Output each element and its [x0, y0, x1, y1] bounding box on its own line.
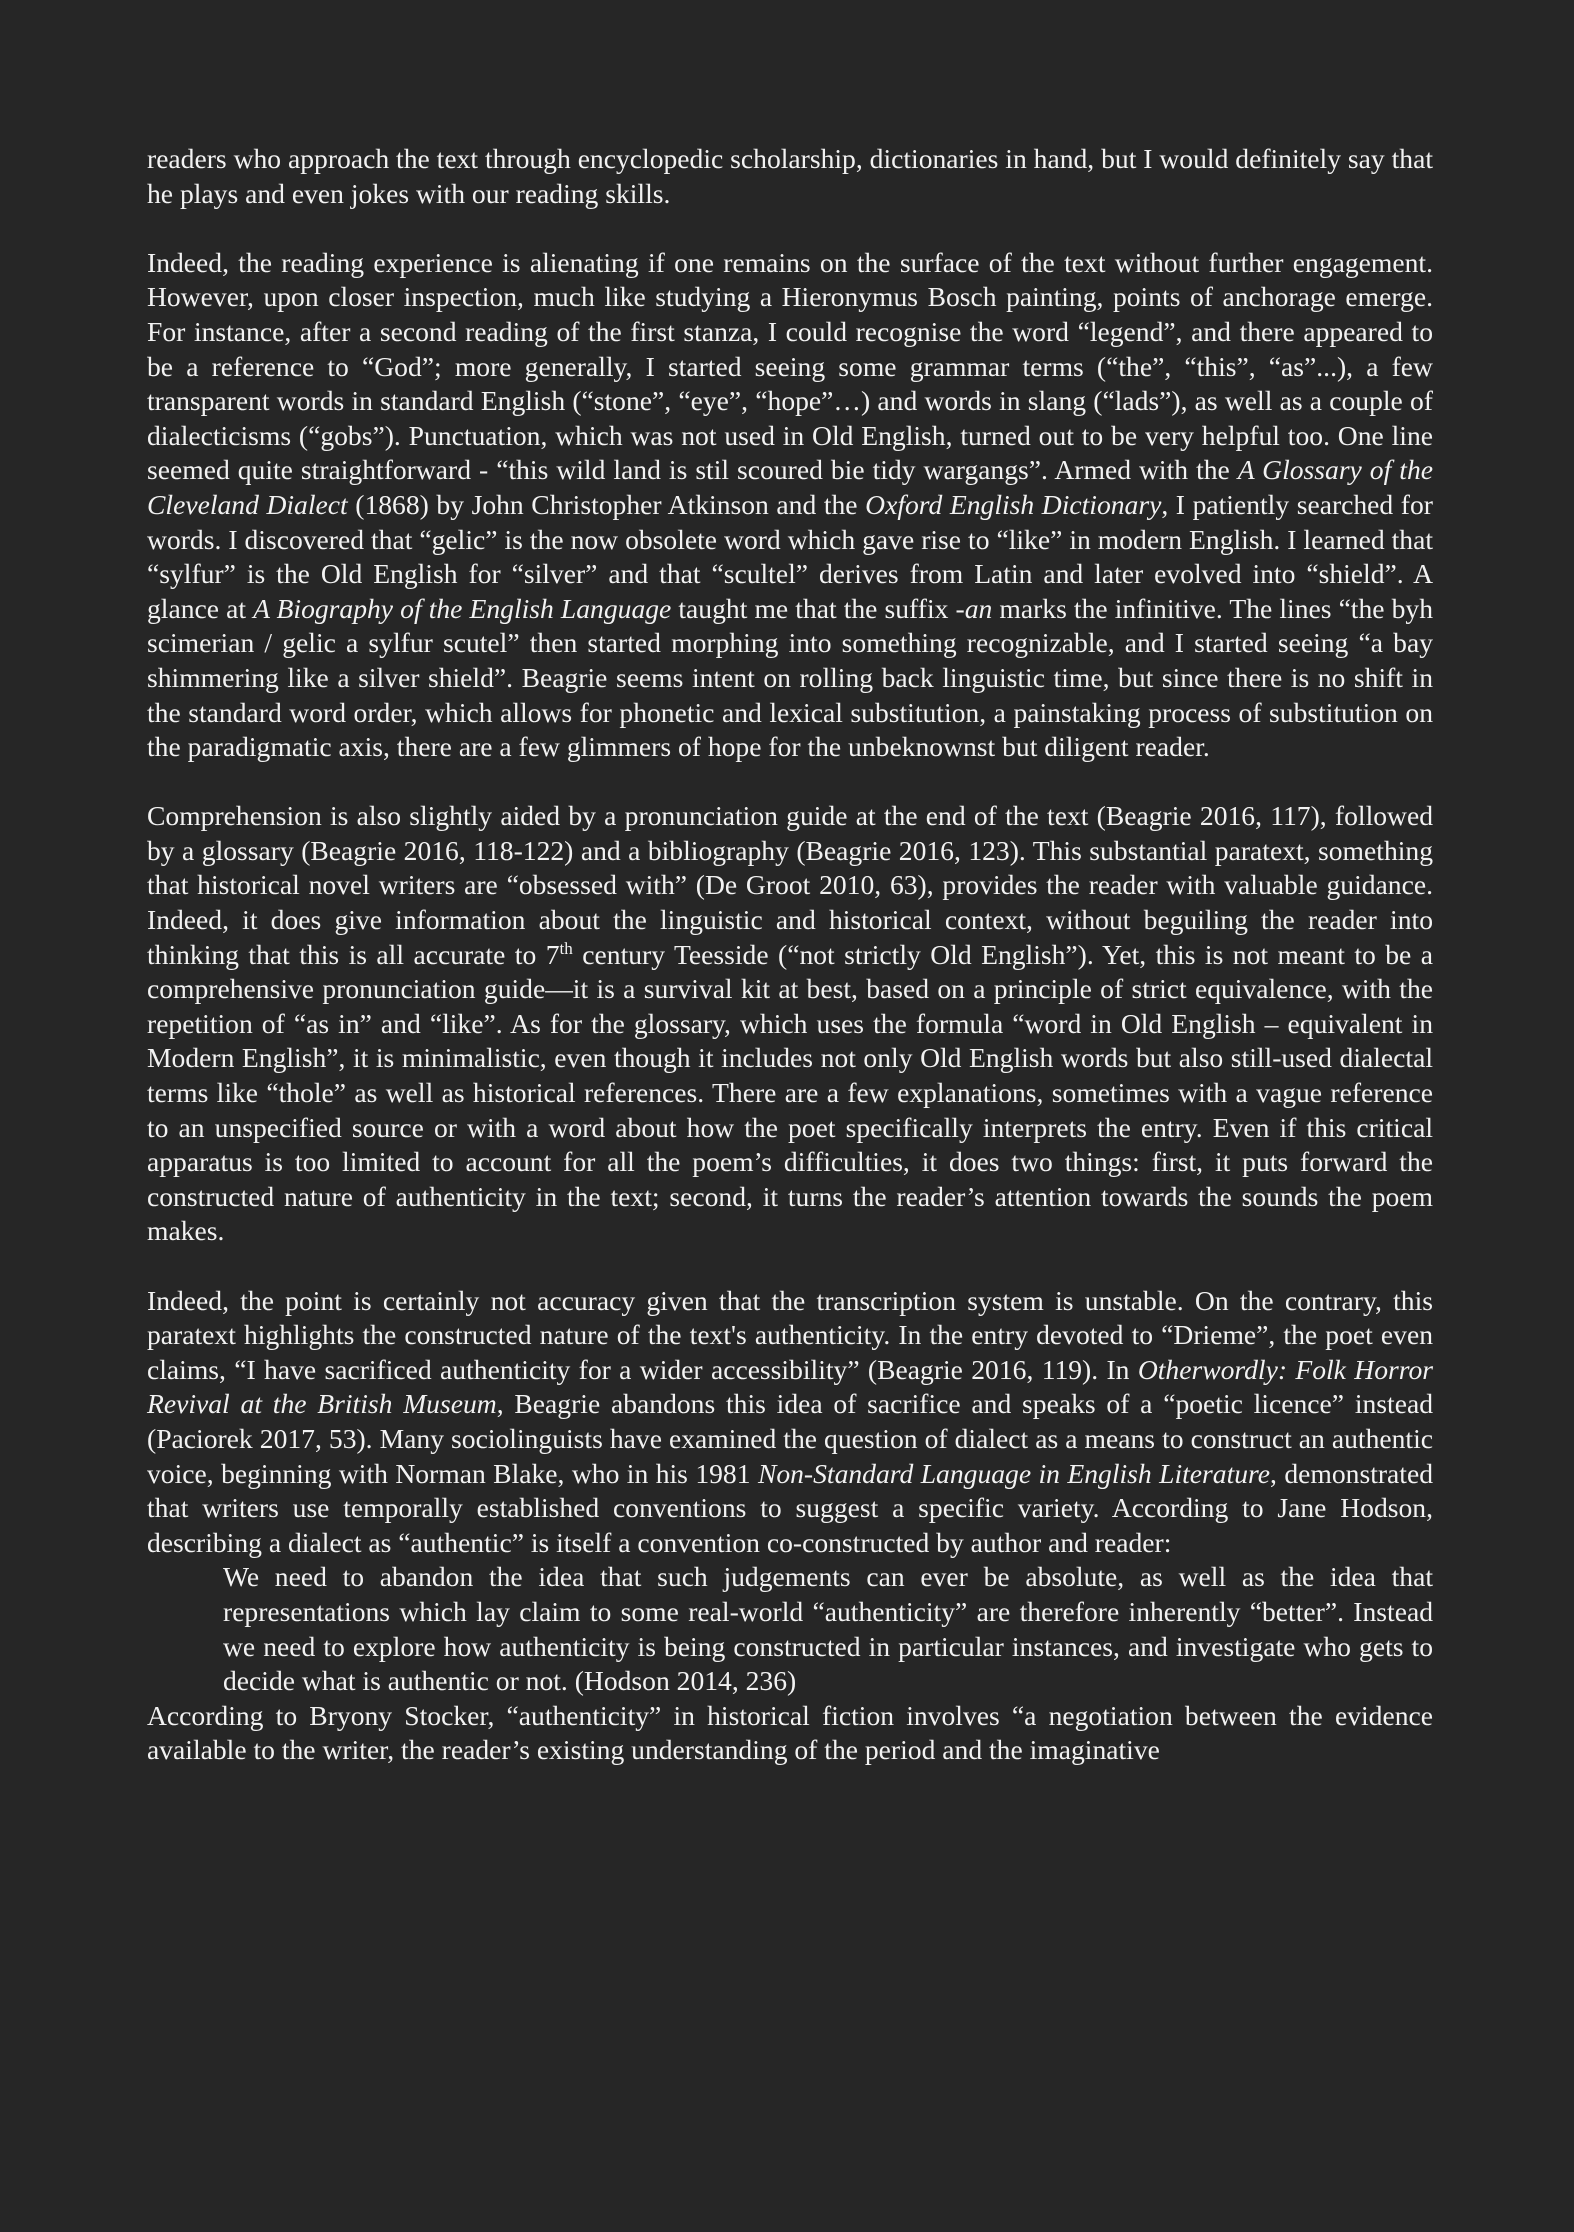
- italic-title: Oxford English Dictionary: [865, 488, 1162, 520]
- document-page: [147, 142, 1433, 1768]
- paragraph-2: Indeed, the reading experience is alienating if one remains on the surface of the text without further engagement. However, upon closer inspection, much like studying a Hieronymus Bosch painting, points of anchorage emerge. For instance, after a second reading of the first stanza, I could recognise the word “legend”, and there appeared to be a reference to “God”; more generally, I started seeing some grammar terms (“the”, “this”, “as”...), a few transparent words in standard English (“stone”, “eye”, “hope”…) and words in slang (“lads”), as well as a couple of dialecticisms (“gobs”). Punctuation, which was not used in Old English, turned out to be very helpful too. One line seemed quite straightforward - “this wild land is stil scoured bie tidy wargangs”. Armed with the A Glossary of the Cleveland Dialect (1868) by John Christopher Atkinson and the Oxford English Dictionary, I patiently searched for words. I discovered that “gelic” is the now obsolete word which gave rise to “like” in modern English. I learned that “sylfur” is the Old English for “silver” and that “scultel” derives from Latin and later evolved into “shield”. A glance at A Biography of the English Language taught me that the suffix -an marks the infinitive. The lines “the byh scimerian / gelic a sylfur scutel” then started morphing into something recognizable, and I started seeing “a bay shimmering like a silver shield”. Beagrie seems intent on rolling back linguistic time, but since there is no shift in the standard word order, which allows for phonetic and lexical substitution, a painstaking process of substitution on the paradigmatic axis, there are a few glimmers of hope for the unbeknownst but diligent reader.: [147, 246, 1434, 763]
- italic-title: A Biography of the English Language: [253, 592, 672, 624]
- paragraph-1: readers who approach the text through encyclopedic scholarship, dictionaries in hand, but I would definitely say that he plays and even jokes with our reading skills.: [147, 143, 1433, 209]
- italic-title: Otherwordly: Folk Horror Revival at the British Museum: [147, 1353, 1433, 1420]
- italic-title: A Glossary of the Cleveland Dialect: [147, 454, 1433, 520]
- superscript: th: [559, 938, 573, 958]
- italic-title: Non-Standard Language in English Literature: [757, 1457, 1271, 1489]
- block-quote: We need to abandon the idea that such judgements can ever be absolute, as well as the idea that representations which lay claim to some real-world “authenticity” are therefore inherently “better”. Instead we need to explore how authenticity is being constructed in particular instances, and investigate who gets to decide what is authentic or not. (Hodson 2014, 236): [223, 1561, 1433, 1697]
- paragraph-3: Comprehension is also slightly aided by a pronunciation guide at the end of the text (Beagrie 2016, 117), followed by a glossary (Beagrie 2016, 118-122) and a bibliography (Beagrie 2016, 123). This substantial paratext, something that historical novel writers are “obsessed with” (De Groot 2010, 63), provides the reader with valuable guidance. Indeed, it does give information about the linguistic and historical context, without beguiling the reader into thinking that this is all accurate to 7th century Teesside (“not strictly Old English”). Yet, this is not meant to be a comprehensive pronunciation guide—it is a survival kit at best, based on a principle of strict equivalence, with the repetition of “as in” and “like”. As for the glossary, which uses the formula “word in Old English – equivalent in Modern English”, it is minimalistic, even though it includes not only Old English words but also still-used dialectal terms like “thole” as well as historical references. There are a few explanations, sometimes with a vague reference to an unspecified source or with a word about how the poet specifically interprets the entry. Even if this critical apparatus is too limited to account for all the poem’s difficulties, it does two things: first, it puts forward the constructed nature of authenticity in the text; second, it turns the reader’s attention towards the sounds the poem makes.: [147, 800, 1433, 1247]
- paragraph-4: Indeed, the point is certainly not accuracy given that the transcription system is unstable. On the contrary, this paratext highlights the constructed nature of the text's authenticity. In the entry devoted to “Drieme”, the poet even claims, “I have sacrificed authenticity for a wider accessibility” (Beagrie 2016, 119). In Otherwordly: Folk Horror Revival at the British Museum, Beagrie abandons this idea of sacrifice and speaks of a “poetic licence” instead (Paciorek 2017, 53). Many sociolinguists have examined the question of dialect as a means to construct an authentic voice, beginning with Norman Blake, who in his 1981 Non-Standard Language in English Literature, demonstrated that writers use temporally established conventions to suggest a specific variety. According to Jane Hodson, describing a dialect as “authentic” is itself a convention co-constructed by author and reader:: [147, 1284, 1434, 1558]
- italic-suffix: -an: [955, 592, 993, 624]
- paragraph-5: According to Bryony Stocker, “authenticity” in historical fiction involves “a negotiation between the evidence available to the writer, the reader’s existing understanding of the period and the imaginative: [147, 1699, 1433, 1766]
